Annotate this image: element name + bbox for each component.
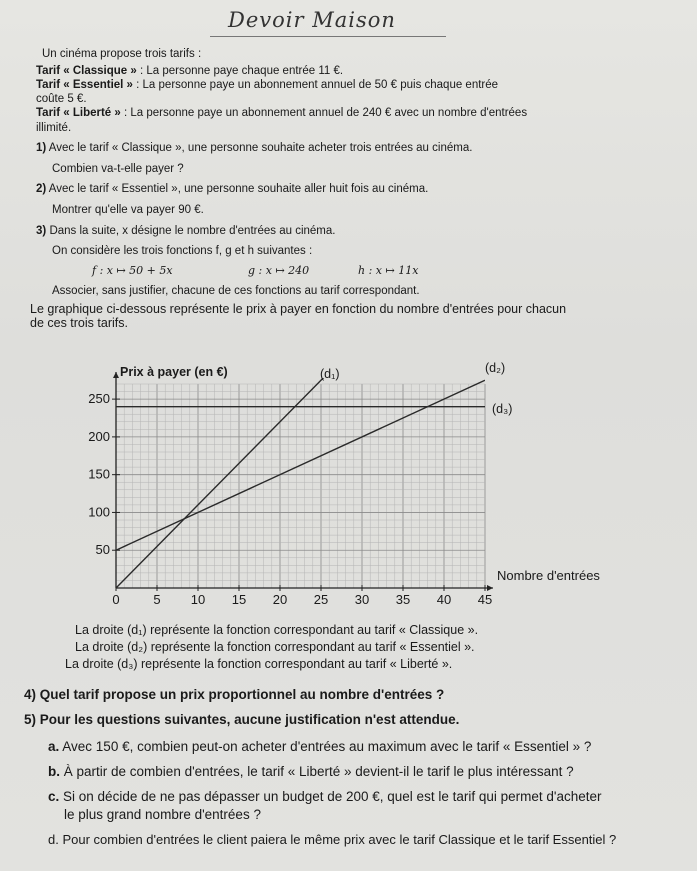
q5b-text: À partir de combien d'entrées, le tarif « Liberté » devient-il le tarif le plus intéressant ? (63, 764, 574, 779)
y-tick-label: 250 (88, 391, 110, 407)
series-label-2: (d₂) (485, 361, 506, 375)
question-5a (48, 740, 591, 754)
tarif-essentiel-name: Tarif « Essentiel » (36, 79, 133, 91)
q5-number: 5) (24, 712, 37, 727)
legend-d2: La droite (d₂) représente la fonction correspondant au tarif « Essentiel ». (75, 640, 475, 654)
x-tick-label: 20 (272, 592, 288, 607)
graph-intro-line1: Le graphique ci-dessous représente le prix à payer en fonction du nombre d'entrées pour chacun (30, 302, 567, 316)
question-5c (48, 790, 601, 804)
q1-number: 1) (36, 142, 47, 154)
question-4 (24, 688, 444, 702)
chart-lines (116, 214, 485, 588)
series-line-2 (116, 380, 485, 550)
q3-text: Dans la suite, x désigne le nombre d'entrées au cinéma. (49, 225, 336, 237)
question-5 (24, 713, 459, 727)
y-tick-label: 50 (95, 542, 110, 558)
chart-grid (116, 384, 485, 588)
q5-text: Pour les questions suivantes, aucune justification n'est attendue. (39, 712, 460, 727)
series-label-3: (d₃) (492, 402, 513, 416)
tarif-liberte-desc: : La personne paye un abonnement annuel de 240 € avec un nombre d'entrées (120, 107, 528, 119)
tarif-liberte-desc2: illimité. (36, 122, 72, 134)
q1-text: Avec le tarif « Classique », une personne souhaite acheter trois entrées au cinéma. (48, 142, 473, 154)
y-tick-label: 200 (88, 428, 110, 444)
x-axis-arrow (487, 585, 493, 591)
legend-d1: La droite (d₁) représente la fonction correspondant au tarif « Classique ». (75, 623, 479, 637)
tarif-classique-desc: : La personne paye chaque entrée 11 €. (136, 65, 344, 77)
y-axis-label: Prix à payer (en €) (120, 365, 228, 379)
x-tick-label: 30 (354, 592, 370, 607)
series-line-1 (116, 214, 485, 588)
legend-d3: La droite (d₃) représente la fonction correspondant au tarif « Liberté ». (65, 657, 453, 671)
x-tick-label: 25 (313, 592, 329, 607)
tarif-essentiel-desc: : La personne paye un abonnement annuel de 50 € puis chaque entrée (132, 79, 499, 91)
question-5b (48, 765, 574, 779)
q2-text: Avec le tarif « Essentiel », une personne souhaite aller huit fois au cinéma. (48, 183, 429, 195)
q4-text: Quel tarif propose un prix proportionnel au nombre d'entrées ? (39, 687, 445, 702)
q3-text2: On considère les trois fonctions f, g et h suivantes : (52, 245, 313, 257)
x-tick-label: 10 (190, 592, 206, 607)
function-f: f : x ↦ 50 + 5x (92, 264, 173, 277)
x-axis-label: Nombre d'entrées (497, 568, 600, 583)
handwritten-title: Devoir Maison (228, 8, 396, 32)
q2-text2: Montrer qu'elle va payer 90 €. (52, 204, 204, 216)
q5a-text: Avec 150 €, combien peut-on acheter d'entrées au maximum avec le tarif « Essentiel » ? (62, 739, 592, 754)
tarif-liberte-name: Tarif « Liberté » (36, 107, 121, 119)
q2-number: 2) (36, 183, 47, 195)
series-label-1: (d₁) (320, 367, 340, 381)
q5c-text2: le plus grand nombre d'entrées ? (64, 807, 261, 822)
tarif-classique-name: Tarif « Classique » (36, 65, 137, 77)
x-tick-label: 45 (477, 592, 493, 607)
y-axis-arrow (113, 372, 119, 378)
y-tick-label: 150 (88, 466, 110, 482)
q5c-label: c. (48, 789, 60, 804)
q3-number: 3) (36, 225, 47, 237)
q1-text2: Combien va-t-elle payer ? (52, 163, 184, 175)
intro-line: Un cinéma propose trois tarifs : (42, 48, 202, 60)
q5c-text: Si on décide de ne pas dépasser un budget de 200 €, quel est le tarif qui permet d'acheter (63, 789, 602, 804)
question-5d (48, 833, 616, 847)
x-tick-label: 40 (436, 592, 452, 607)
q5b-label: b. (48, 764, 60, 779)
tarif-essentiel-desc2: coûte 5 €. (36, 93, 87, 105)
x-tick-label: 5 (153, 592, 161, 607)
x-tick-label: 35 (395, 592, 411, 607)
q5d-label: d. (48, 832, 59, 847)
function-g: g : x ↦ 240 (248, 264, 310, 277)
q5a-label: a. (48, 739, 60, 754)
x-tick-label: 0 (112, 592, 120, 607)
graph-intro-line2: de ces trois tarifs. (30, 316, 128, 330)
q3-text3: Associer, sans justifier, chacune de ces fonctions au tarif correspondant. (52, 285, 420, 297)
x-tick-label: 15 (231, 592, 247, 607)
q4-number: 4) (24, 687, 37, 702)
y-tick-label: 100 (88, 504, 110, 520)
q5d-text: Pour combien d'entrées le client paiera le même prix avec le tarif Classique et le tarif Essentiel ? (62, 832, 617, 847)
function-h: h : x ↦ 11x (358, 264, 419, 277)
